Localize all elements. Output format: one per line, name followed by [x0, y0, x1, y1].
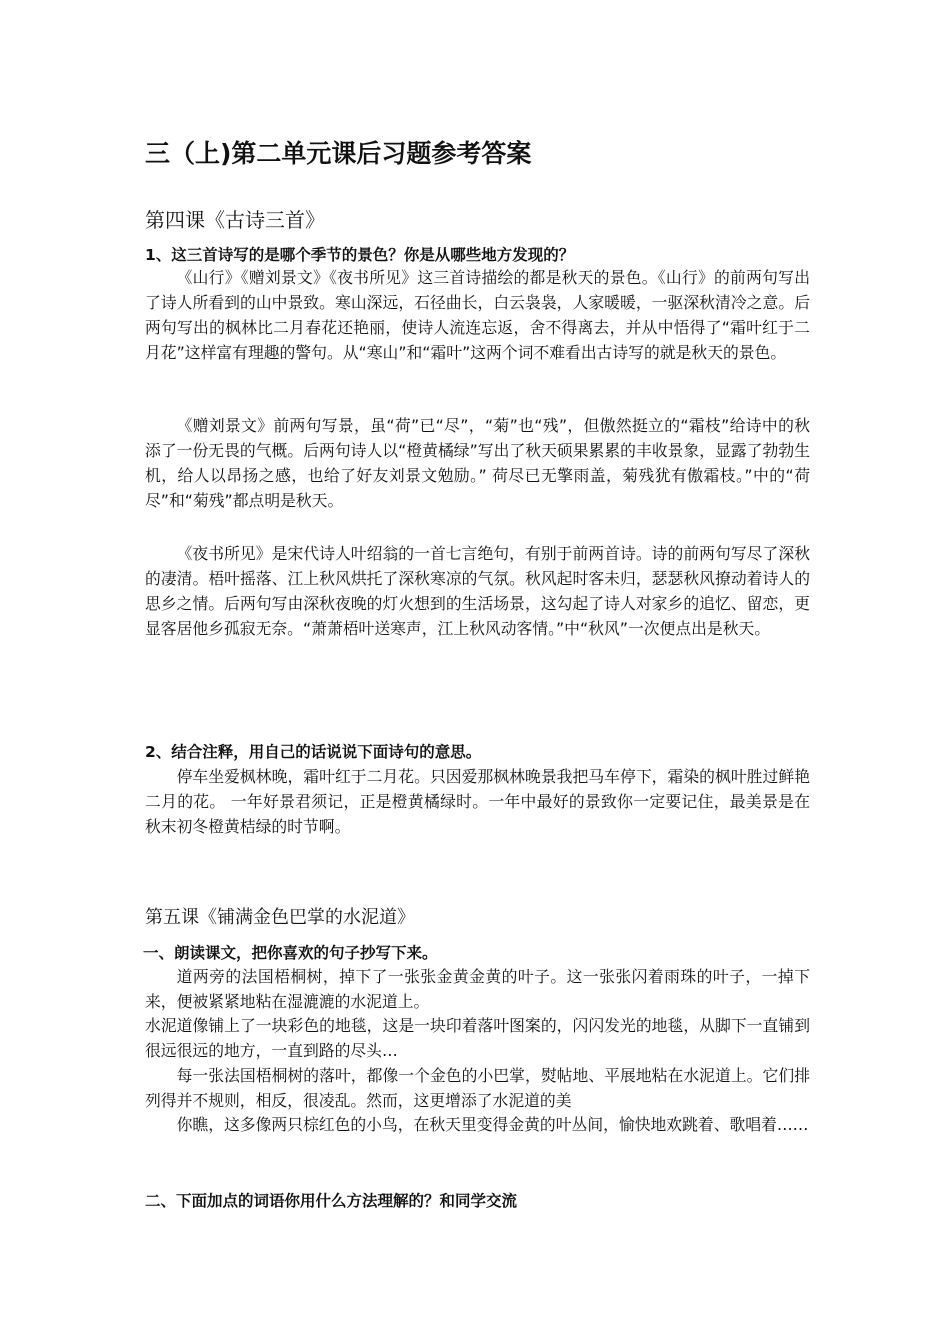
page-title: 三（上)第二单元课后习题参考答案	[145, 139, 532, 168]
lesson5-question-2: 二、下面加点的词语你用什么方法理解的？和同学交流	[145, 1192, 518, 1210]
lesson4-q1-paragraph-3: 《夜书所见》是宋代诗人叶绍翁的一首七言绝句，有别于前两首诗。诗的前两句写尽了深秋的凄清。梧叶摇落、江上秋风烘托了深秋寒凉的气氛。秋风起时客未归，瑟瑟秋风撩动着诗人的思乡之情。后两句写由深秋夜晚的灯火想到的生活场景，这勾起了诗人对家乡的追忆、留恋，更显客居他乡孤寂无奈。“萧萧梧叶送寒声，江上秋风动客情。”中“秋风”一次便点出是秋天。	[145, 544, 810, 638]
lesson5-q1-paragraph-2: 水泥道像铺上了一块彩色的地毯，这是一块印着落叶图案的，闪闪发光的地毯，从脚下一直铺到很远很远的地方，一直到路的尽头…	[145, 1016, 810, 1060]
lesson4-q2-paragraph-1: 停车坐爱枫林晚，霜叶红于二月花。只因爱那枫林晚景我把马车停下，霜染的枫叶胜过鲜艳二月的花。 一年好景君须记，正是橙黄橘绿时。一年中最好的景致你一定要记住，最美景是在秋末初冬橙黄桔绿的时节啊。	[145, 767, 810, 836]
lesson4-q1-paragraph-2: 《赠刘景文》前两句写景，虽“荷”已“尽”，“菊”也“残”，但傲然挺立的“霜枝”给诗中的秋添了一份无畏的气概。后两句诗人以“橙黄橘绿”写出了秋天硕果累累的丰收景象，显露了勃勃生机，给人以昂扬之感，也给了好友刘景文勉励。” 荷尽已无擎雨盖，菊残犹有傲霜枝。”中的“荷尽”和“菊残”都点明是秋天。	[145, 416, 810, 510]
lesson5-heading: 第五课《铺满金色巴掌的水泥道》	[145, 907, 415, 928]
lesson5-question-1: 一、朗读课文，把你喜欢的句子抄写下来。	[143, 944, 438, 962]
lesson4-question-1: 1、这三首诗写的是哪个季节的景色？你是从哪些地方发现的？	[145, 246, 575, 264]
lesson4-q1-paragraph-1: 《山行》《赠刘景文》《夜书所见》这三首诗描绘的都是秋天的景色。《山行》的前两句写出了诗人所看到的山中景致。寒山深远，石径曲长，白云袅袅，人家暖暖，一驱深秋清冷之意。后两句写出的枫林比二月春花还艳丽，使诗人流连忘返，舍不得离去，并从中悟得了“霜叶红于二月花”这样富有理趣的警句。从“寒山”和“霜叶”这两个词不难看出古诗写的就是秋天的景色。	[145, 268, 810, 362]
lesson5-q1-paragraph-1: 道两旁的法国梧桐树，掉下了一张张金黄金黄的叶子。这一张张闪着雨珠的叶子，一掉下来，便被紧紧地粘在湿漉漉的水泥道上。	[145, 967, 810, 1011]
lesson5-q1-paragraph-3: 每一张法国梧桐树的落叶，都像一个金色的小巴掌，熨帖地、平展地粘在水泥道上。它们排列得并不规则，相反，很凌乱。然而，这更增添了水泥道的美	[145, 1066, 810, 1110]
lesson5-q1-paragraph-4: 你瞧，这多像两只棕红色的小鸟，在秋天里变得金黄的叶丛间，愉快地欢跳着、歌唱着……	[176, 1115, 809, 1134]
lesson4-question-2: 2、结合注释，用自己的话说说下面诗句的意思。	[145, 743, 482, 761]
lesson4-heading: 第四课《古诗三首》	[145, 208, 325, 232]
